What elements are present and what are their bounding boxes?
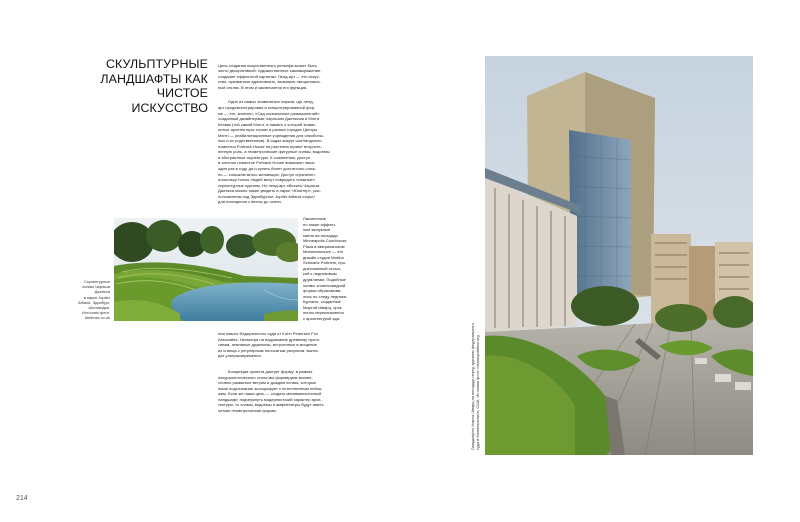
page-number: 214 xyxy=(16,495,28,502)
minneapolis-paragraph-start: Лаконичные, но также эффект- ные выпуклые капли на площади Minneapolis Courthouse Plaza в американском Миннеаполисе — это дизайн студии Martha Schwartz Partners, про- диктованный отсыл- кой к ледниковым друмлинам. Подобные холмы эллипсовидной формы образовыва- лись по следу ледника. Курганы, созданные Мартой Шварц, орга- нично перекликаются с архитектурой зда- xyxy=(303,216,348,321)
courthouse-photo-caption: Ландшафты Марты Шварц на площади перед зданием федерального суда в Миннеаполисе, США. Источник фото: msmacpolitiksz.org xyxy=(470,323,481,450)
intro-paragraph: Цель создания искусственного рельефа может быть чисто декоративной: художественное самовыражение, создание эффектной картинки. Ленд-арт — это искус- ство, призванное вдохновлять, вызывать эмоциональ- ный отклик. В этом и заключается его функция. xyxy=(218,62,322,90)
jupiter-artland-photo xyxy=(114,218,298,321)
jupiter-artland-caption: Скульптурные холмы Чарльза Дженкса в парке Jupiter Artland. Эдинбург, Шотландия. Источник фото: thetimes.co.uk xyxy=(78,279,110,321)
garden-paragraph: Один из самых знаменитых парков, где ленд- арт продемонстрирован в концентрированной фор- ме — это, конечно, «Сад космических размышлений», созданный дизайнерами Чарльзом Дженксом и Мэгги Кесвик (той самой Мэгги, в память о которой знаме- нитые архитекторы строят в разных городах Центры Мэгги — реабилитационные учреждения для онкобоны- ных и их родственников). В садах вокруг шотландского поместья Portrack House на растения играют второсте- пенную роль, а геометрические фигурные холмы, водоемы и абстрактные скульптуры. К сожалению, доступ в частное поместье Portrack House возможен лишь один раз в году, да и купить билет достаточно слож- но — слишком много желающих. Доступ ограничен, поскольку толпы людей могут повредить «нежные» скульптурные курганы. Но ленд-арт-объекты Чарльза Дженкса можно также увидеть в парке «Юпитер», рас- положенном под Эдинбургом. Jupiter Artland открыт для посещения с весны до осени. xyxy=(218,99,330,205)
concept-paragraph: Концепция проекта диктует форму: в рамках натуралистического стиля мы формируем мягкие, словно размытые ветром и дождем холмы, которые наше подсознание ассоциирует с естественным пейза- жем. Если же наша цель — создать минималистичный ландшафт, подчеркнуть модернистский характер архи- тектуры, то холмы, водоемы и амфитеатры будут иметь четкие геометрические формы. xyxy=(218,369,324,413)
courthouse-plaza-photo xyxy=(485,56,753,455)
article-title: СКУЛЬПТУРНЫЕ ЛАНДШАФТЫ КАК ЧИСТОЕ ИСКУССТВО xyxy=(100,57,208,115)
minneapolis-paragraph-end: ния нового Федерального суда от Kohn Pedersen Fox Associates. Несмотря на подражание древнему прото- типам, земляные друмлины, встроенные в мощение из сланца с регулярным полосатым рисунком, выгля- дят ультрасовременно. xyxy=(218,331,321,359)
article-column xyxy=(218,57,366,214)
